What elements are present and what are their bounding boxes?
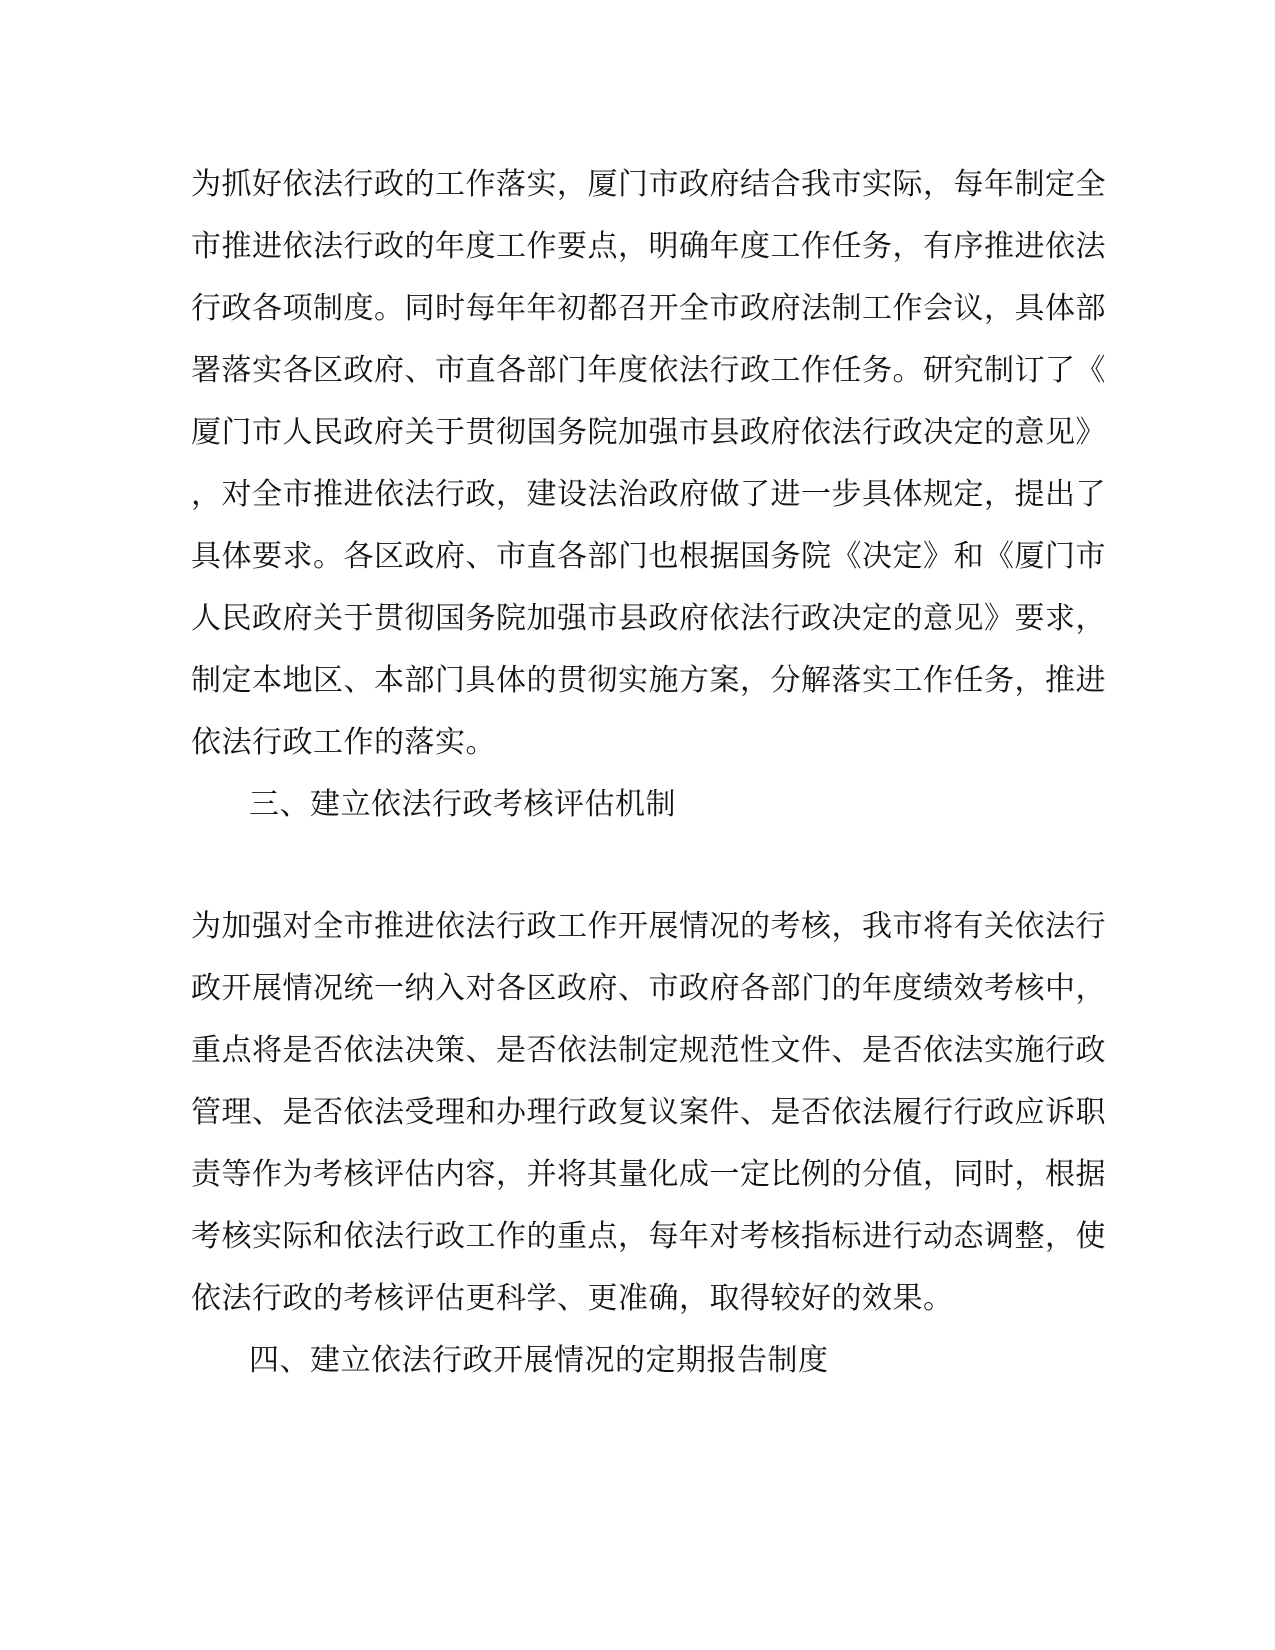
paragraph-2-line-1: 为加强对全市推进依法行政工作开展情况的考核，我市将有关依法行: [191, 909, 1106, 944]
paragraph-2-line-4: 管理、是否依法受理和办理行政复议案件、是否依法履行行政应诉职: [191, 1095, 1106, 1130]
paragraph-1-line-10: 依法行政工作的落实。: [191, 725, 496, 760]
paragraph-1-line-5: 厦门市人民政府关于贯彻国务院加强市县政府依法行政决定的意见》: [191, 415, 1106, 450]
section-heading-3: 三、建立依法行政考核评估机制: [249, 787, 676, 822]
paragraph-1-line-6: ，对全市推进依法行政，建设法治政府做了进一步具体规定，提出了: [191, 477, 1106, 512]
paragraph-2-line-5: 责等作为考核评估内容，并将其量化成一定比例的分值，同时，根据: [191, 1157, 1106, 1192]
paragraph-1-line-4: 署落实各区政府、市直各部门年度依法行政工作任务。研究制订了《: [191, 353, 1106, 388]
paragraph-1-line-2: 市推进依法行政的年度工作要点，明确年度工作任务，有序推进依法: [191, 229, 1106, 264]
paragraph-2-line-2: 政开展情况统一纳入对各区政府、市政府各部门的年度绩效考核中，: [191, 971, 1106, 1006]
paragraph-2-line-3: 重点将是否依法决策、是否依法制定规范性文件、是否依法实施行政: [191, 1033, 1106, 1068]
paragraph-1-line-9: 制定本地区、本部门具体的贯彻实施方案，分解落实工作任务，推进: [191, 663, 1106, 698]
section-heading-4: 四、建立依法行政开展情况的定期报告制度: [249, 1343, 829, 1378]
paragraph-2-line-6: 考核实际和依法行政工作的重点，每年对考核指标进行动态调整，使: [191, 1219, 1106, 1254]
paragraph-1-line-3: 行政各项制度。同时每年年初都召开全市政府法制工作会议，具体部: [191, 291, 1106, 326]
paragraph-1-line-7: 具体要求。各区政府、市直各部门也根据国务院《决定》和《厦门市: [191, 539, 1106, 574]
paragraph-2-line-7: 依法行政的考核评估更科学、更准确，取得较好的效果。: [191, 1281, 954, 1316]
paragraph-1-line-8: 人民政府关于贯彻国务院加强市县政府依法行政决定的意见》要求，: [191, 601, 1106, 636]
paragraph-1-line-1: 为抓好依法行政的工作落实，厦门市政府结合我市实际，每年制定全: [191, 167, 1106, 202]
